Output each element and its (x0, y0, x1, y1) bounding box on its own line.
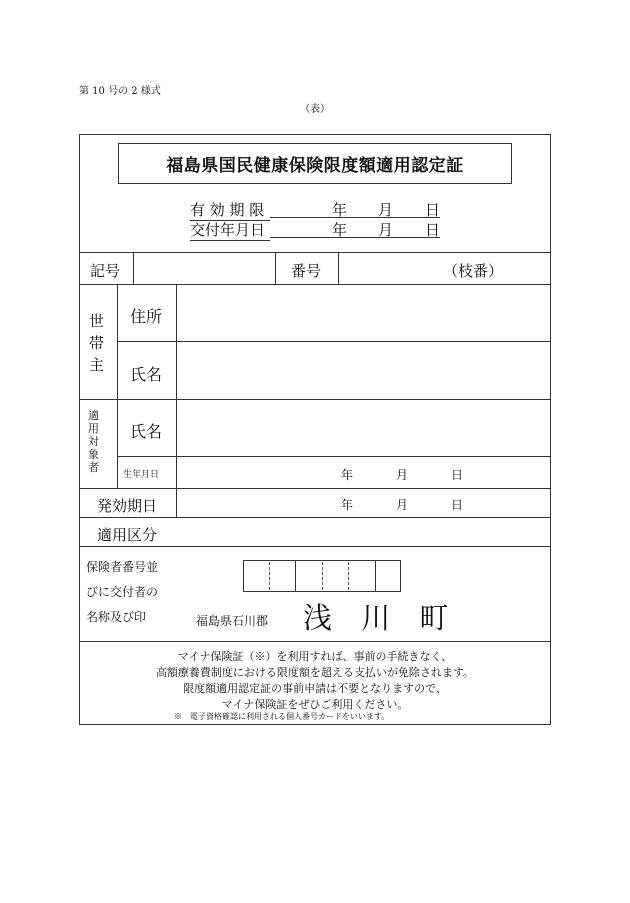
birth-day: 日 (451, 468, 464, 482)
expiry-year: 年 (332, 201, 348, 219)
rule (79, 399, 551, 400)
prefecture-district: 福島県石川郡 (196, 614, 269, 628)
expiry-label: 有 効 期 限 (190, 199, 270, 221)
issue-month: 月 (378, 221, 394, 239)
number-label: 番号 (291, 262, 322, 280)
certificate-title: 福島県国民健康保険限度額適用認定証 (118, 143, 512, 184)
notice-footnote: ※ 電子資格確認に利用される個人番号カードをいいます。 (174, 712, 390, 721)
notice-line-4: マイナ保険証をぜひご利用ください。 (221, 698, 409, 711)
insurer-label-line1: 保険者番号並 (86, 560, 159, 574)
rule (79, 488, 551, 489)
rule (117, 456, 551, 457)
expiry-underline (270, 199, 440, 218)
rule (375, 560, 376, 592)
rule (79, 284, 551, 285)
insurer-label-line3: 名称及び印 (86, 610, 147, 624)
rule (275, 252, 276, 284)
symbol-label: 記号 (90, 262, 121, 280)
birth-date-label: 生年月日 (123, 470, 160, 480)
expiry-month: 月 (378, 201, 394, 219)
digit-divider (322, 562, 323, 590)
notice-line-2: 高額療養費制度における限度額を超える支払いが免除されます。 (155, 666, 475, 679)
digit-divider (269, 562, 270, 590)
category-label: 適用区分 (97, 526, 158, 544)
birth-year: 年 (341, 468, 354, 482)
effective-date-label: 発効期日 (97, 497, 158, 515)
rule (133, 252, 134, 284)
form-number: 第 10 号の 2 様式 (79, 86, 161, 97)
side-label: （表） (300, 104, 330, 115)
notice-line-1: マイナ保険証（※）を利用すれば、事前の手続きなく、 (177, 650, 453, 663)
issue-day: 日 (425, 221, 441, 239)
rule (295, 560, 296, 592)
birth-month: 月 (396, 468, 409, 482)
rule (79, 252, 551, 253)
effective-month: 月 (396, 498, 409, 512)
rule (79, 641, 551, 642)
person-name-label: 氏名 (130, 422, 163, 441)
notice-line-3: 限度額適用認定証の事前申請は不要となりますので、 (183, 682, 447, 695)
insurer-label-line2: びに交付者の (86, 585, 159, 599)
rule (117, 284, 118, 488)
issue-underline (270, 219, 440, 238)
digit-divider (348, 562, 349, 590)
issue-year: 年 (332, 221, 348, 239)
issuer-town-name: 浅 川 町 (303, 601, 459, 635)
household-head-label: 世 帯 主 (89, 312, 105, 374)
effective-year: 年 (341, 498, 354, 512)
rule (79, 517, 551, 518)
issue-date-label: 交付年月日 (190, 219, 270, 241)
applicable-person-label: 適用対象者 (88, 409, 99, 474)
head-name-label: 氏名 (130, 365, 163, 384)
branch-number-label: （枝番） (443, 262, 504, 280)
effective-day: 日 (451, 498, 464, 512)
rule (117, 341, 551, 342)
expiry-day: 日 (425, 201, 441, 219)
rule (176, 284, 177, 517)
address-label: 住所 (130, 307, 163, 326)
rule (79, 546, 551, 547)
rule (338, 252, 339, 284)
